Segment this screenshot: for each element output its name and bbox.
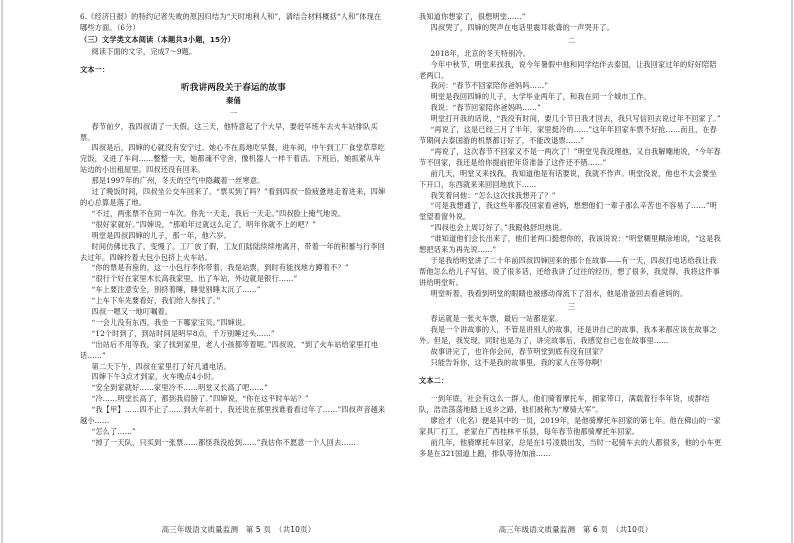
section-heading: （三）文学类文本阅读（本题共3小题，15分） (80, 34, 235, 44)
paragraph: 那是1997年的广州，冬天的空气中隐藏着一丝寒意。 (91, 176, 265, 186)
reading-instruction: 阅读下面的文字，完成7～9题。 (91, 46, 197, 56)
paragraph: 2018年，北京的冬天特别冷。 (430, 48, 531, 58)
right-page (397, 0, 794, 543)
paragraph: 故事讲完了，也许你会问，春节明堂到底有没有回家？ (430, 347, 607, 357)
text-two-label: 文本二： (419, 376, 449, 386)
paragraph: 今年中秋节，明堂来找我，说今年暑假中他和同学结伴去泰国，让我回家过年的好好陪陪老两口。 (419, 59, 717, 80)
paragraph: 过了晚饭时间，四叔坐公交车回来了。“票买到了吗？”看到四叔一脸疲惫地走着进来，四婶的心总算是落了地。 (80, 187, 386, 207)
page-footer: 高三年级语文质量监测 第 6 页 （共10页） (498, 525, 653, 535)
paragraph: 时间仿佛比我了，变慢了。工厂放了假，工友们陆陆续续地离开，带着一年的积蓄与行李回去过年。四婶拎着大包小包挤上火车站。 (80, 241, 386, 262)
paragraph: “出站后不用等我，家了找到家里，老人小孩都等着呢。”四叔说，“到了火车站给家里打电话……” (80, 339, 379, 360)
part-number: 二 (567, 35, 576, 45)
paragraph: 于是我给明堂讲了二十年前四叔四婶回来的那个在故事——有一天，四叔打电话给我让我帮他怎么给儿子写信，说了很多话，还给我讲了过往的经历，想了很多，我觉得，我将这件事讲给明堂听。 (419, 255, 720, 287)
paragraph: 明堂打开我的话说，“我没有时间，要几个节日我才回去，我只写信回去说过年不回家了。” (430, 114, 721, 124)
page-footer: 高三年级语文质量监测 第 5 页 （共10页） (161, 525, 316, 535)
paragraph: 春节前夕，我四叔请了一天假。这三天，他特意起了个大早，要赶早班车去火车站排队买票。 (80, 121, 378, 142)
paragraph: “上车下车先要看好，我们给人参找了。” (91, 296, 221, 306)
paragraph: “我【甲】……四不止了……到大年初十，我还说在那里找谁看看过年了……”四叔声音越来越小…… (80, 405, 386, 426)
paragraph: 我是一个讲故事的人，不管是讲别人的故事，还是讲自己的故事，我本来都应该在故事之外。但是，我发现，同时也是为了，讲完故事后，我感觉自己也在故事里…… (419, 325, 717, 346)
paragraph: 明堂是四叔四婶的儿子，那一年，他六岁。 (91, 230, 231, 240)
paragraph: “一会儿没有东西，我坐一下哪家宝贝。”四婶说。 (91, 317, 250, 327)
paragraph: “再说了，这是已经三月了半年，家里挺冷的……”这年年回家车票不好抢……而且，在春节期间去泰国游的机票都订好了，不能改退票……” (419, 125, 717, 145)
paragraph: “12个时到了，到站时间是明早8点，千万别睡过头……” (91, 328, 275, 338)
paragraph: 我问：“春节不回家陪你爸妈吗……” (430, 81, 549, 91)
paragraph: 前几年，他骑摩托车回家，总是在1号凌晨出发，当时一起骑车去的人都很多，他的小车更多是在321国道上跑，排队等待加油…… (419, 437, 722, 458)
paragraph: 一到年底，社会有这么一群人，他们骑着摩托车，拥家带口，满载着行李年货，成群结队，浩浩荡荡地踏上返乡之路，他们被称为“摩骑大军”。 (419, 394, 710, 415)
paragraph: “很好家就好。”四婶说，“那咱年过就这么定了，明年你就不上的吧？” (91, 219, 317, 229)
paragraph: 廖治才（化名）便是其中的一员，2019年，是他骑摩托车回家的第七年。他在佛山的一家家具厂打工，老家在广西桂林平乐县，每年春节他都骑摩托车回家。 (419, 416, 721, 436)
paragraph: 四婶下午3点才到家，火车晚点4小时。 (91, 372, 219, 382)
part-number: 三 (567, 301, 576, 311)
text-one-label: 文本一： (80, 64, 110, 74)
story-title: 听我讲两段关于春运的故事 (181, 82, 286, 93)
paragraph: 春运就是一张火车票，最后一站都是家。 (430, 314, 563, 324)
paragraph: “再说了，这次春节不回家又不是一两次了！”明堂见我没理他，又自我解嘲地说，“今年春节不回家，我还是给你提前把年货准备了这件还不错……” (419, 146, 721, 167)
part-number: 一 (229, 108, 238, 118)
paragraph: “很行个好在家里木长高我家里，出了车站，外边就是银行……” (91, 274, 298, 284)
paragraph: “车上要注意安全，别挤着睡，睡觉别睡太沉了……” (91, 285, 261, 295)
paragraph: “四叔也会上周订好了。”我跟他舒坦地说。 (430, 223, 567, 233)
paragraph: “冷……明堂长高了，都到我肩膀了。”四婶说，“你在这平时车站？” (91, 394, 309, 404)
paragraph: “怎么了……” (91, 427, 136, 436)
paragraph: 只能告诉你，这不是我的故事里，我的家人在等你啊！ (430, 358, 607, 368)
paragraph: 四叔一嗯又一地叮嘱着。 (91, 307, 173, 317)
paragraph: “安全到家就好……家里冷不……明堂又长高了吧……” (91, 383, 268, 393)
paragraph: “不过，两张票不在同一车次。你先一天走，我后一天走。”四叔脸上掩气地说。 (91, 208, 346, 218)
paragraph: 我说：“春节回家陪你爸妈吗……” (430, 103, 541, 113)
paragraph: 我知道你想家了，很想明堂……” (419, 12, 526, 21)
paragraph: “谁知道他们会长出来了，他们老两口挺想你的，我该说说：“明堂糊里糊涂地说，“这是我想把话来为再先说……” (419, 234, 721, 255)
question-6: 6.《经济日报》的特约记者失败的原因归结为“天时地利人和”，请结合材料概括“人和”体现在哪些方面。（6分） (80, 12, 382, 32)
paragraph: 四叔是后，四婶的心就没有安宁过。她心不在焉地吃早餐，进车间，中午到工厂食堂草草吃完饭，又进了车间……整整一天，她都魂不守舍，像机器人一样干着活。下班后，她抓紧从车站边的小出租屋里。四叔还没有回来。 (80, 143, 386, 175)
paragraph: 前几天，明堂又来找我，我知道他是有话要说，我就不作声。明堂没说，他也不太会要坐下开口，东西就来来回回地放下…… (419, 168, 717, 189)
paragraph: “你的票是有座的，这一小包行李你带着，我是站票，到时有能找地方蹲着不？” (91, 263, 349, 273)
paragraph: 明堂是我回四婶的儿子，大学毕业两年了，和我在同一个城市工作。 (430, 92, 651, 102)
paragraph: 我笑着问他：“怎么这次找我想开了？” (430, 190, 556, 200)
paragraph: “掉了一天队，只买到一张票……都怪我没抢到……”我估你不愿意一个人回去…… (91, 437, 356, 447)
story-author: 秦俑 (226, 95, 241, 105)
paragraph: 明堂听着，我看到明堂的眼睛也被感动得流下了泪水，他是准备回去看爸妈的。 (430, 288, 688, 298)
paragraph: “可是我想通了，我这些年都没回家看爸妈，想想他们一辈子那么辛苦也不容易了……”明堂望着窗外说。 (419, 201, 717, 222)
paragraph: 第二天下午，四叔在家里打了好几通电话。 (91, 361, 231, 371)
paragraph: 四叔哭了，四婶的哭声在电话里震耳欲聋的一声哭开了。 (430, 22, 614, 32)
